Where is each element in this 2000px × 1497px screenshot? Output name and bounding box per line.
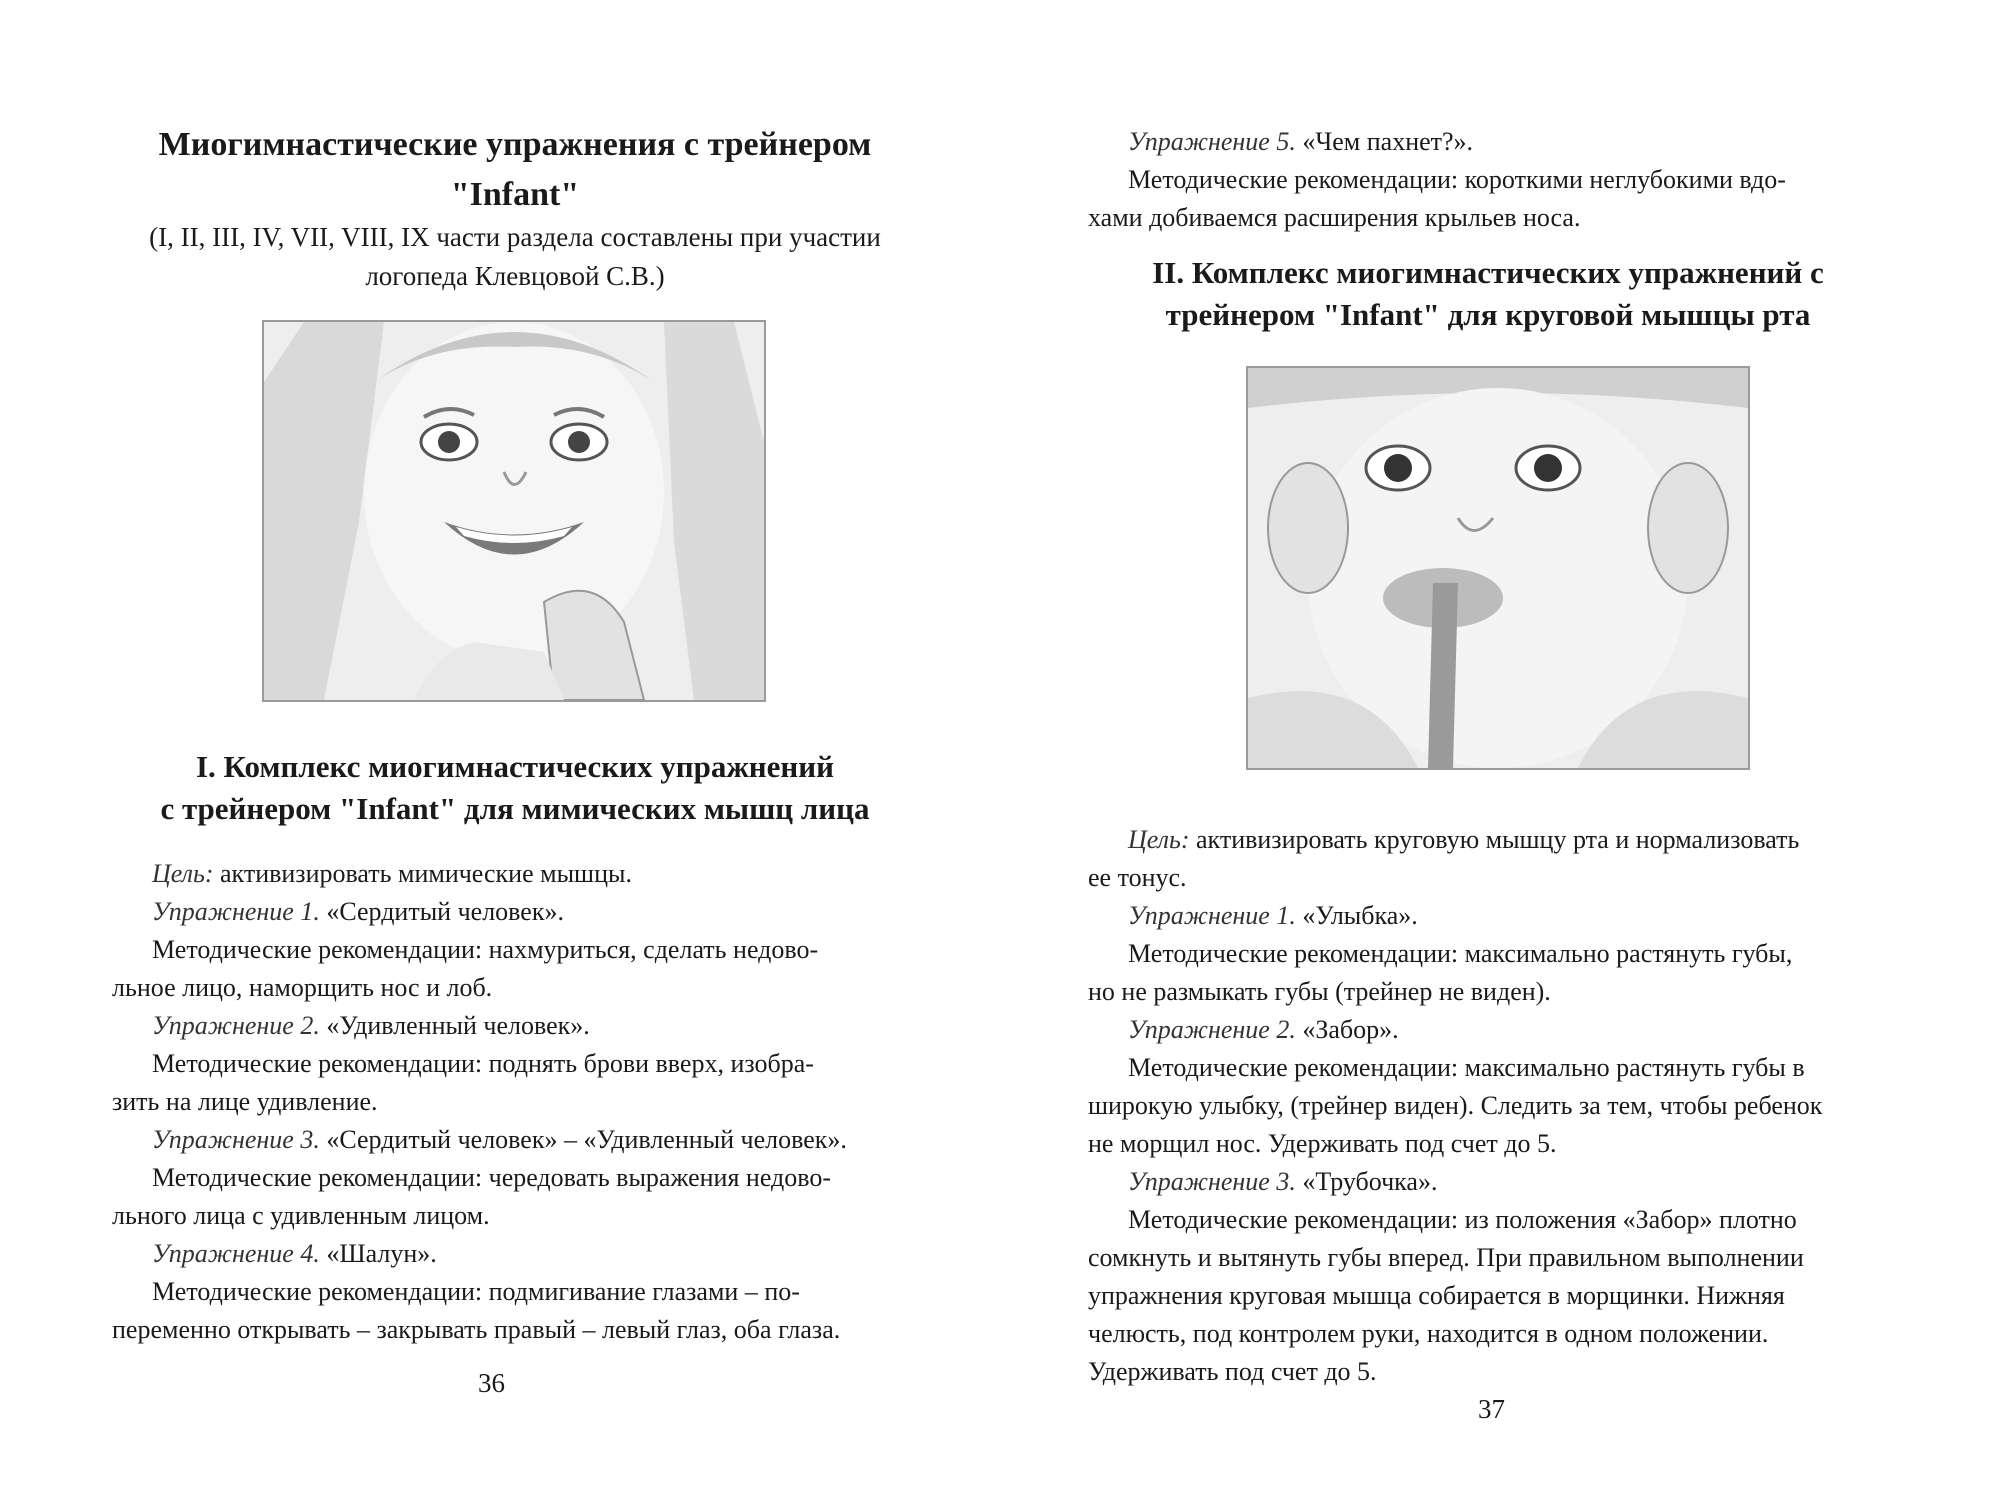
exercise-1-heading [152,894,564,930]
child-smiling-photo [262,320,766,702]
exercise-2-rec-line-2: широкую улыбку, (трейнер виден). Следить за тем, чтобы ребенок [1088,1091,1823,1120]
exercise-2-heading [152,1008,590,1044]
exercise-2-text: «Забор». [1295,1015,1399,1044]
page-number: 36 [478,1368,505,1398]
exercise-2-rec-line-2: зить на лице удивление. [112,1087,378,1116]
section-1-title-line-1: I. Комплекс миогимнастических упражнений [195,749,834,784]
exercise-3-rec-line-3: упражнения круговая мышца собирается в морщинки. Нижняя [1088,1281,1785,1310]
child-trainer-illustration [1248,368,1748,768]
exercise-5-heading [1128,124,1473,160]
exercise-3-label: Упражнение 3. [152,1125,320,1154]
goal-label: Цель: [1128,825,1190,854]
exercise-3-rec-line-2: сомкнуть и вытянуть губы вперед. При правильном выполнении [1088,1243,1804,1272]
subtitle [120,218,910,296]
goal-line-2: ее тонус. [1088,863,1187,892]
exercise-2-rec-line-1: Методические рекомендации: максимально растянуть губы в [1128,1053,1805,1082]
exercise-3-heading [1128,1164,1437,1200]
exercise-1-rec-line-1: Методические рекомендации: максимально растянуть губы, [1128,939,1793,968]
goal-line-1 [1128,822,1799,858]
exercise-1-text: «Сердитый человек». [319,897,564,926]
page-number: 37 [1478,1394,1505,1424]
exercise-4-text: «Шалун». [319,1239,437,1268]
exercise-3-label: Упражнение 3. [1128,1167,1296,1196]
exercise-2-text: «Удивленный человек». [319,1011,590,1040]
section-2-title-line-1: II. Комплекс миогимнастических упражнений с [1152,255,1824,290]
exercise-5-label: Упражнение 5. [1128,127,1296,156]
exercise-2-rec-line-3: не морщил нос. Удерживать под счет до 5. [1088,1129,1557,1158]
exercise-1-rec-line-2: льное лицо, наморщить нос и лоб. [112,973,493,1002]
exercise-1-label: Упражнение 1. [152,897,320,926]
child-trainer-photo [1246,366,1750,770]
exercise-3-rec-line-1: Методические рекомендации: из положения «Забор» плотно [1128,1205,1797,1234]
exercise-1-rec-line-2: но не размыкать губы (трейнер не виден). [1088,977,1551,1006]
goal-text: активизировать мимические мышцы. [213,859,632,888]
exercise-3-text: «Сердитый человек» – «Удивленный человек». [319,1125,847,1154]
exercise-4-label: Упражнение 4. [152,1239,320,1268]
exercise-5-rec-line-1: Методические рекомендации: короткими неглубокими вдо- [1128,165,1786,194]
exercise-2-heading [1128,1012,1399,1048]
goal-paragraph [152,856,632,892]
exercise-1-rec-line-1: Методические рекомендации: нахмуриться, сделать недово- [152,935,819,964]
exercise-4-rec-line-1: Методические рекомендации: подмигивание глазами – по- [152,1277,800,1306]
subtitle-line-1: (I, II, III, IV, VII, VIII, IX части раздела составлены при участии [149,222,881,252]
exercise-1-label: Упражнение 1. [1128,901,1296,930]
section-2-title [1088,252,1888,336]
page-title [120,120,910,220]
exercise-3-rec-line-5: Удерживать под счет до 5. [1088,1357,1377,1386]
title-line-2: "Infant" [450,176,580,213]
title-line-1: Миогимнастические упражнения с трейнером [158,126,872,163]
section-1-title [120,746,910,830]
exercise-4-heading [152,1236,437,1272]
exercise-3-rec-line-4: челюсть, под контролем руки, находится в одном положении. [1088,1319,1769,1348]
exercise-4-rec-line-2: переменно открывать – закрывать правый – левый глаз, оба глаза. [112,1315,841,1344]
exercise-5-text: «Чем пахнет?». [1295,127,1474,156]
exercise-1-text: «Улыбка». [1295,901,1418,930]
exercise-3-heading [152,1122,847,1158]
child-smiling-illustration [264,322,764,700]
subtitle-line-2: логопеда Клевцовой С.В.) [365,261,665,291]
section-2-title-line-2: трейнером "Infant" для круговой мышцы рта [1165,297,1811,332]
exercise-3-rec-line-2: льного лица с удивленным лицом. [112,1201,490,1230]
exercise-2-label: Упражнение 2. [152,1011,320,1040]
goal-label: Цель: [152,859,214,888]
goal-text: активизировать круговую мышцу рта и нормализовать [1189,825,1800,854]
section-1-title-line-2: с трейнером "Infant" для мимических мышц лица [160,791,870,826]
exercise-3-text: «Трубочка». [1295,1167,1438,1196]
exercise-3-rec-line-1: Методические рекомендации: чередовать выражения недово- [152,1163,832,1192]
right-page [1000,0,2000,1497]
exercise-1-heading [1128,898,1418,934]
exercise-2-label: Упражнение 2. [1128,1015,1296,1044]
exercise-5-rec-line-2: хами добиваемся расширения крыльев носа. [1088,203,1581,232]
exercise-2-rec-line-1: Методические рекомендации: поднять брови вверх, изобра- [152,1049,814,1078]
